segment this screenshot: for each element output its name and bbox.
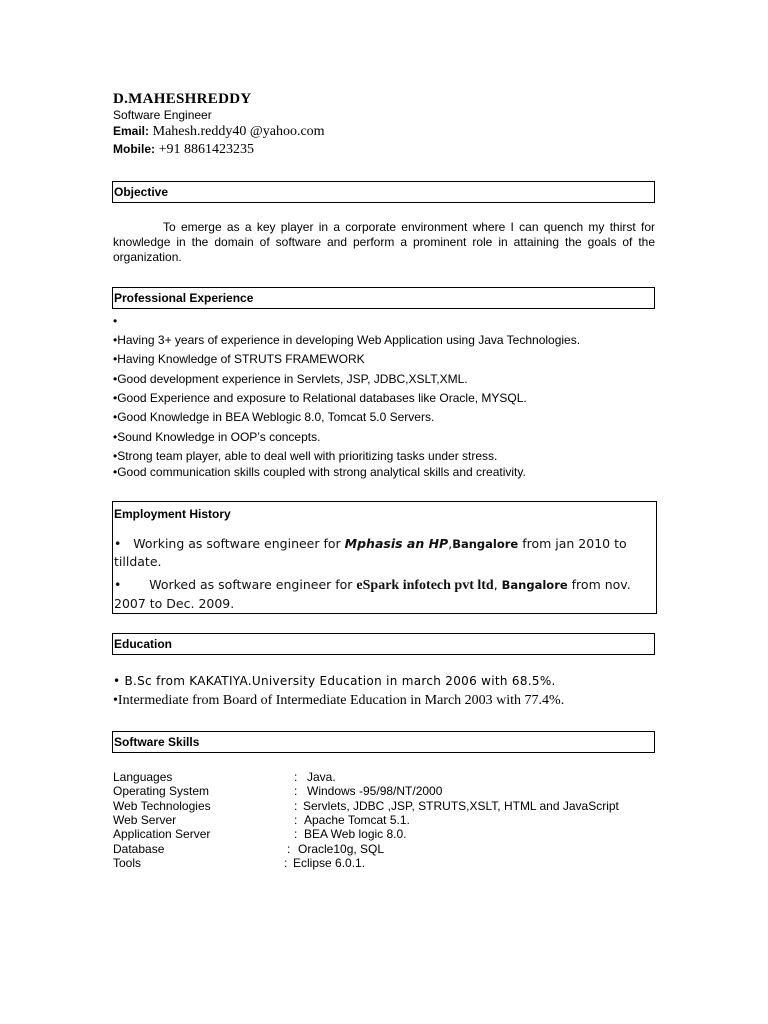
skill-label: Languages <box>113 770 173 784</box>
email-line <box>113 123 325 140</box>
skills-heading: Software Skills <box>114 735 200 749</box>
skill-label: Tools <box>113 856 142 870</box>
objective-heading-box <box>112 181 655 203</box>
skill-colon: : <box>294 827 298 841</box>
experience-item: •Strong team player, able to deal well with prioritizing tasks under stress. <box>113 449 498 463</box>
email-label: Email: <box>113 124 150 138</box>
experience-item: • <box>113 314 118 328</box>
employer-location: Bangalore <box>501 578 568 592</box>
skill-colon: : <box>294 784 298 798</box>
skill-label: Database <box>113 842 165 856</box>
skill-value: Servlets, JDBC ,JSP, STRUTS,XSLT, HTML and JavaScript <box>303 799 619 813</box>
skill-label: Web Technologies <box>113 799 211 813</box>
experience-item: •Having 3+ years of experience in developing Web Application using Java Technologies. <box>113 333 581 347</box>
email-value: Mahesh.reddy40 @yahoo.com <box>152 124 325 139</box>
mobile-value: +91 8861423235 <box>158 142 255 157</box>
skill-value: Eclipse 6.0.1. <box>293 856 366 870</box>
skill-colon: : <box>294 799 298 813</box>
employment-box <box>112 501 657 614</box>
experience-item: •Good communication skills coupled with strong analytical skills and creativity. <box>113 465 526 479</box>
mobile-label: Mobile: <box>113 142 155 156</box>
experience-item: •Good Knowledge in BEA Weblogic 8.0, Tomcat 5.0 Servers. <box>113 410 435 424</box>
skill-value: Oracle10g, SQL <box>298 842 385 856</box>
employment-heading: Employment History <box>114 507 231 521</box>
experience-item: •Sound Knowledge in OOP’s concepts. <box>113 430 321 444</box>
employment-entry: • Working as software engineer for Mphasis an HP,Bangalore from jan 2010 to tilldate. <box>114 536 627 569</box>
experience-heading: Professional Experience <box>114 291 254 305</box>
skill-value: Java. <box>307 770 336 784</box>
mobile-line <box>113 141 254 158</box>
skill-label: Operating System <box>113 784 210 798</box>
employment-entry: • Worked as software engineer for eSpark infotech pvt ltd, Bangalore from nov. 2007 to Dec. 2009. <box>114 577 631 611</box>
experience-heading-box <box>112 287 655 309</box>
experience-item: •Good Experience and exposure to Relational databases like Oracle, MYSQL. <box>113 391 527 405</box>
skill-label: Application Server <box>113 827 211 841</box>
skill-colon: : <box>294 813 298 827</box>
skill-value: BEA Web logic 8.0. <box>304 827 407 841</box>
candidate-name: D.MAHESHREDDY <box>113 91 252 107</box>
employer-name: eSpark infotech pvt ltd <box>356 578 494 593</box>
employer-location: Bangalore <box>452 537 519 551</box>
skill-value: Windows -95/98/NT/2000 <box>307 784 443 798</box>
objective-heading: Objective <box>114 185 169 199</box>
experience-item: •Having Knowledge of STRUTS FRAMEWORK <box>113 352 365 366</box>
skill-colon: : <box>287 842 291 856</box>
job-title: Software Engineer <box>113 108 212 122</box>
education-heading-box <box>112 633 655 655</box>
experience-item: •Good development experience in Servlets, JSP, JDBC,XSLT,XML. <box>113 372 468 386</box>
skills-heading-box <box>112 731 655 753</box>
education-item: • B.Sc from KAKATIYA.University Education in march 2006 with 68.5%. <box>113 674 556 688</box>
objective-paragraph <box>113 220 655 265</box>
skill-colon: : <box>284 856 288 870</box>
skill-value: Apache Tomcat 5.1. <box>304 813 410 827</box>
education-item: •Intermediate from Board of Intermediate Education in March 2003 with 77.4%. <box>113 693 565 708</box>
employer-name: Mphasis an HP <box>344 536 449 551</box>
objective-text: To emerge as a key player in a corporate environment where I can quench my thirst for knowledge in the domain of software and perform a prominent role in attaining the goals of the organization. <box>113 220 655 264</box>
skill-colon: : <box>294 770 298 784</box>
education-heading: Education <box>114 637 173 651</box>
skill-label: Web Server <box>113 813 177 827</box>
